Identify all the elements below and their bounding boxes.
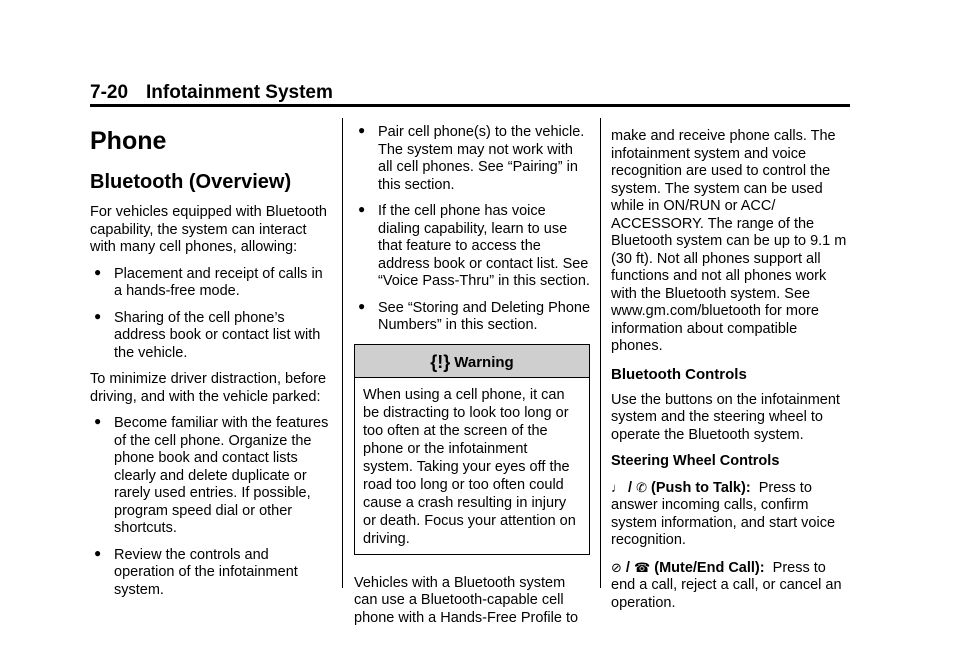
- warning-icon: {!}: [430, 351, 451, 372]
- column-3: [611, 128, 851, 621]
- icon-separator: /: [621, 559, 634, 576]
- range-paragraph: make and receive phone calls. The infotainment system and voice recognition are used to control the system. The system can be used while in ON/RUN or ACC/ ACCESSORY. The range of the Bluetooth system can be up to 9.1 m (30 ft). Not all phones support all functions and not all phones work with the Bluetooth system. See www.gm.com/bluetooth for more information about compatible phones.: [611, 128, 847, 354]
- bullet-text: Review the controls and operation of the infotainment system.: [114, 546, 298, 598]
- bullet-item: [90, 310, 333, 363]
- push-to-talk-control: [611, 479, 851, 550]
- bullet-item: [354, 203, 590, 291]
- bullet-item: [90, 547, 333, 600]
- bullet-text: Sharing of the cell phone’s address book or contact list with the vehicle.: [114, 309, 321, 361]
- icon-separator: /: [624, 479, 637, 496]
- mute-end-call-text: Press to end a call, reject a call, or cancel an operation.: [611, 559, 842, 611]
- end-call-icon: ☎: [634, 559, 651, 575]
- bullet-icon: ●: [94, 308, 102, 323]
- column-2: [354, 124, 590, 636]
- mute-end-call-control: [611, 559, 851, 613]
- bullet-icon: ●: [94, 264, 102, 279]
- mute-icon: ⊘: [611, 559, 622, 575]
- mute-end-call-label: (Mute/End Call):: [654, 559, 765, 576]
- intro-paragraph: For vehicles equipped with Bluetooth capability, the system can interact with many cell phones, allowing:: [90, 204, 327, 255]
- warning-box: [354, 344, 590, 555]
- controls-paragraph: Use the buttons on the infotainment system and the steering wheel to operate the Bluetooth system.: [611, 391, 840, 443]
- bullet-text: Become familiar with the features of the cell phone. Organize the phone book and contact lists clearly and delete duplicate or rarely used entries. If possible, program speed dial or other shortcuts.: [114, 415, 329, 536]
- bullet-icon: ●: [94, 414, 102, 428]
- voice-icon: ✆: [636, 479, 647, 495]
- push-to-talk-icon: ♩: [611, 479, 624, 495]
- bullet-text: If the cell phone has voice dialing capability, learn to use that feature to access the address book or contact list. See “Voice Pass-Thru” in this section.: [378, 203, 590, 289]
- handsfree-paragraph: Vehicles with a Bluetooth system can use a Bluetooth-capable cell phone with a Hands-Free Profile to: [354, 574, 579, 626]
- warning-text: When using a cell phone, it can be distracting to look too long or too often at the screen of the phone or the infotainment system. Taking your eyes off the road too long or too often could cause a crash resulting in injury or death. Focus your attention on driving.: [363, 386, 576, 547]
- push-to-talk-text: Press to answer incoming calls, confirm system information, and start voice recognition.: [611, 479, 836, 548]
- steering-wheel-controls-subhead: Steering Wheel Controls: [611, 453, 780, 469]
- bullet-icon: ●: [94, 545, 102, 560]
- bullet-text: See “Storing and Deleting Phone Numbers” in this section.: [378, 299, 591, 333]
- bullet-icon: ●: [358, 202, 366, 216]
- page-number: 7-20: [90, 82, 129, 103]
- bullet-text: Pair cell phone(s) to the vehicle. The system may not work with all cell phones. See “Pairing” in this section.: [378, 124, 585, 193]
- warning-title: Warning: [454, 353, 514, 371]
- bluetooth-overview-heading: Bluetooth (Overview): [90, 171, 292, 193]
- distraction-paragraph: To minimize driver distraction, before driving, and with the vehicle parked:: [90, 371, 327, 405]
- bullet-item: [354, 124, 590, 194]
- bullet-icon: ●: [358, 298, 366, 313]
- warning-header: [355, 345, 589, 378]
- phone-heading: Phone: [90, 127, 167, 155]
- column-1: [90, 124, 333, 608]
- running-header: [90, 82, 850, 104]
- bullet-icon: ●: [358, 123, 366, 137]
- header-rule: [90, 104, 850, 107]
- column-divider-1: [342, 118, 343, 588]
- bluetooth-controls-heading: Bluetooth Controls: [611, 365, 747, 383]
- bullet-item: [90, 415, 333, 538]
- column-divider-2: [600, 118, 601, 588]
- bullet-text: Placement and receipt of calls in a hands-free mode.: [114, 265, 323, 299]
- bullet-item: [90, 266, 333, 301]
- section-title: Infotainment System: [146, 82, 333, 103]
- push-to-talk-label: (Push to Talk):: [651, 479, 751, 496]
- bullet-item: [354, 300, 590, 335]
